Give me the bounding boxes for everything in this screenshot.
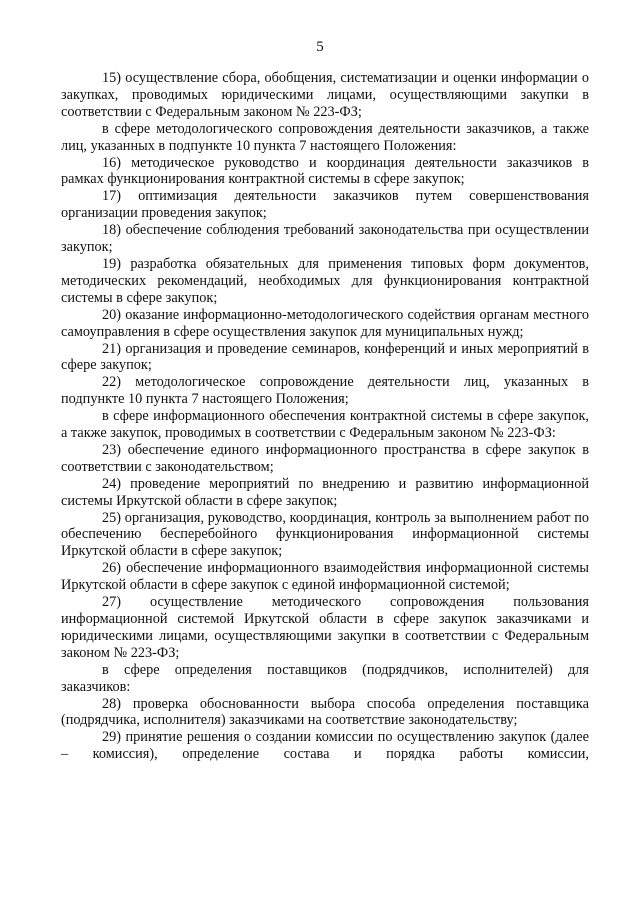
- paragraph: 16) методическое руководство и координация деятельности заказчиков в рамках функционирования контрактной системы в сфере закупок;: [61, 154, 589, 188]
- paragraph: 20) оказание информационно-методологического содействия органам местного самоуправления в сфере осуществления закупок для муниципальных нужд;: [61, 306, 589, 340]
- paragraph: 29) принятие решения о создании комиссии по осуществлению закупок (далее – комиссия), определение состава и порядка работы комиссии,: [61, 729, 589, 763]
- paragraph: 15) осуществление сбора, обобщения, систематизации и оценки информации о закупках, проводимых юридическими лицами, осуществляющими закупки в соответствии с Федеральным законом № 223-ФЗ;: [61, 70, 589, 120]
- paragraph: 21) организация и проведение семинаров, конференций и иных мероприятий в сфере закупок;: [61, 340, 589, 374]
- paragraph: 22) методологическое сопровождение деятельности лиц, указанных в подпункте 10 пункта 7 настоящего Положения;: [61, 374, 589, 408]
- paragraph: 28) проверка обоснованности выбора способа определения поставщика (подрядчика, исполнителя) заказчиками на соответствие законодательству;: [61, 695, 589, 729]
- paragraph: 24) проведение мероприятий по внедрению и развитию информационной системы Иркутской области в сфере закупок;: [61, 475, 589, 509]
- document-body: [61, 70, 589, 763]
- paragraph: 18) обеспечение соблюдения требований законодательства при осуществлении закупок;: [61, 222, 589, 256]
- paragraph: 17) оптимизация деятельности заказчиков путем совершенствования организации проведения закупок;: [61, 188, 589, 222]
- paragraph: 25) организация, руководство, координация, контроль за выполнением работ по обеспечению бесперебойного функционирования информационной системы Иркутской области в сфере закупок;: [61, 509, 589, 560]
- paragraph: в сфере информационного обеспечения контрактной системы в сфере закупок, а также закупок, проводимых в соответствии с Федеральным законом № 223-ФЗ:: [61, 408, 589, 442]
- paragraph: в сфере методологического сопровождения деятельности заказчиков, а также лиц, указанных в подпункте 10 пункта 7 настоящего Положения:: [61, 120, 589, 154]
- paragraph: 27) осуществление методического сопровождения пользования информационной системой Иркутской области в сфере закупок заказчиками и юридическими лицами, осуществляющими закупки в соответствии с Федеральным законом № 223-ФЗ;: [61, 594, 589, 661]
- paragraph: 23) обеспечение единого информационного пространства в сфере закупок в соответствии с законодательством;: [61, 441, 589, 475]
- paragraph: 26) обеспечение информационного взаимодействия информационной системы Иркутской области в сфере закупок с единой информационной системой;: [61, 560, 589, 594]
- paragraph: в сфере определения поставщиков (подрядчиков, исполнителей) для заказчиков:: [61, 661, 589, 695]
- paragraph: 19) разработка обязательных для применения типовых форм документов, методических рекомендаций, необходимых для функционирования контрактной системы в сфере закупок;: [61, 255, 589, 306]
- page-number: 5: [316, 39, 324, 55]
